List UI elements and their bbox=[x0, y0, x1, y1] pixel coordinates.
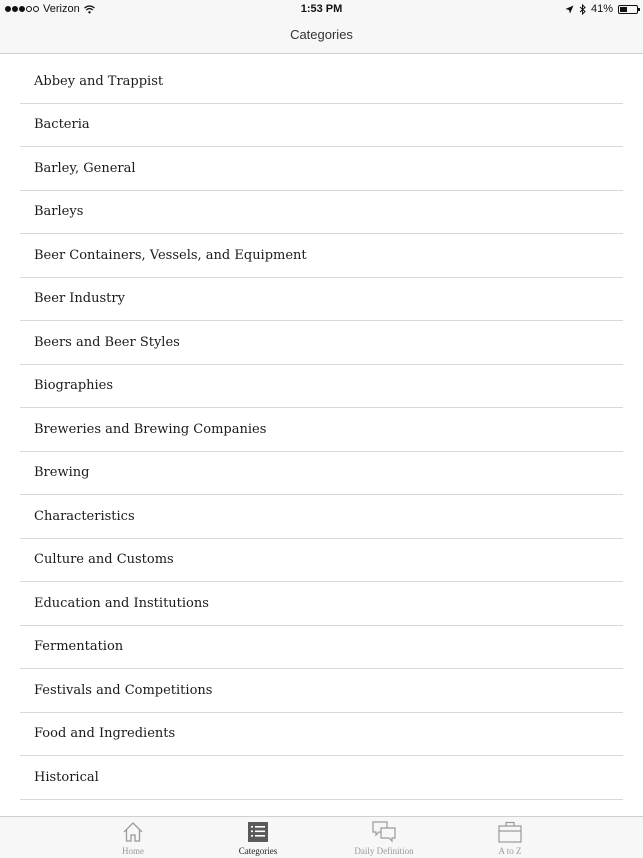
list-item[interactable]: Beer Containers, Vessels, and Equipment bbox=[20, 234, 623, 278]
list-icon bbox=[247, 821, 269, 843]
briefcase-icon bbox=[498, 821, 522, 843]
list-item[interactable]: Breweries and Brewing Companies bbox=[20, 408, 623, 452]
status-bar bbox=[0, 0, 643, 18]
tab-categories[interactable] bbox=[198, 817, 318, 858]
tab-bar bbox=[0, 816, 643, 858]
list-item[interactable]: Bacteria bbox=[20, 104, 623, 148]
list-item[interactable]: Food and Ingredients bbox=[20, 713, 623, 757]
carrier-label: Verizon bbox=[43, 3, 80, 15]
list-item[interactable]: Barley, General bbox=[20, 147, 623, 191]
tab-label-categories: Categories bbox=[238, 846, 278, 856]
tab-label-home: Home bbox=[122, 846, 144, 856]
battery-icon bbox=[618, 5, 638, 14]
list-item[interactable]: Biographies bbox=[20, 365, 623, 409]
status-right bbox=[565, 3, 638, 15]
list-item[interactable]: Festivals and Competitions bbox=[20, 669, 623, 713]
page-title: Categories bbox=[290, 27, 353, 42]
bluetooth-icon bbox=[579, 4, 586, 15]
tab-daily-definition[interactable] bbox=[324, 817, 444, 858]
battery-fill bbox=[620, 7, 627, 12]
category-list[interactable] bbox=[20, 60, 623, 816]
tab-home[interactable] bbox=[73, 817, 193, 858]
home-icon bbox=[122, 821, 144, 843]
tab-label-a-to-z: A to Z bbox=[498, 846, 522, 856]
tab-a-to-z[interactable] bbox=[450, 817, 570, 858]
list-item[interactable]: Historical bbox=[20, 756, 623, 800]
list-item[interactable]: Abbey and Trappist bbox=[20, 60, 623, 104]
chat-bubbles-icon bbox=[372, 821, 396, 843]
list-item[interactable]: Beer Industry bbox=[20, 278, 623, 322]
status-time: 1:53 PM bbox=[300, 3, 343, 15]
list-item[interactable]: Characteristics bbox=[20, 495, 623, 539]
list-item[interactable]: Fermentation bbox=[20, 626, 623, 670]
battery-percent: 41% bbox=[590, 3, 613, 15]
list-item[interactable]: Culture and Customs bbox=[20, 539, 623, 583]
location-arrow-icon bbox=[565, 5, 574, 14]
list-item[interactable]: Barleys bbox=[20, 191, 623, 235]
list-item[interactable]: Education and Institutions bbox=[20, 582, 623, 626]
list-item[interactable]: Brewing bbox=[20, 452, 623, 496]
list-item[interactable]: Beers and Beer Styles bbox=[20, 321, 623, 365]
navigation-bar bbox=[0, 18, 643, 54]
tab-label-daily-definition: Daily Definition bbox=[354, 846, 414, 856]
